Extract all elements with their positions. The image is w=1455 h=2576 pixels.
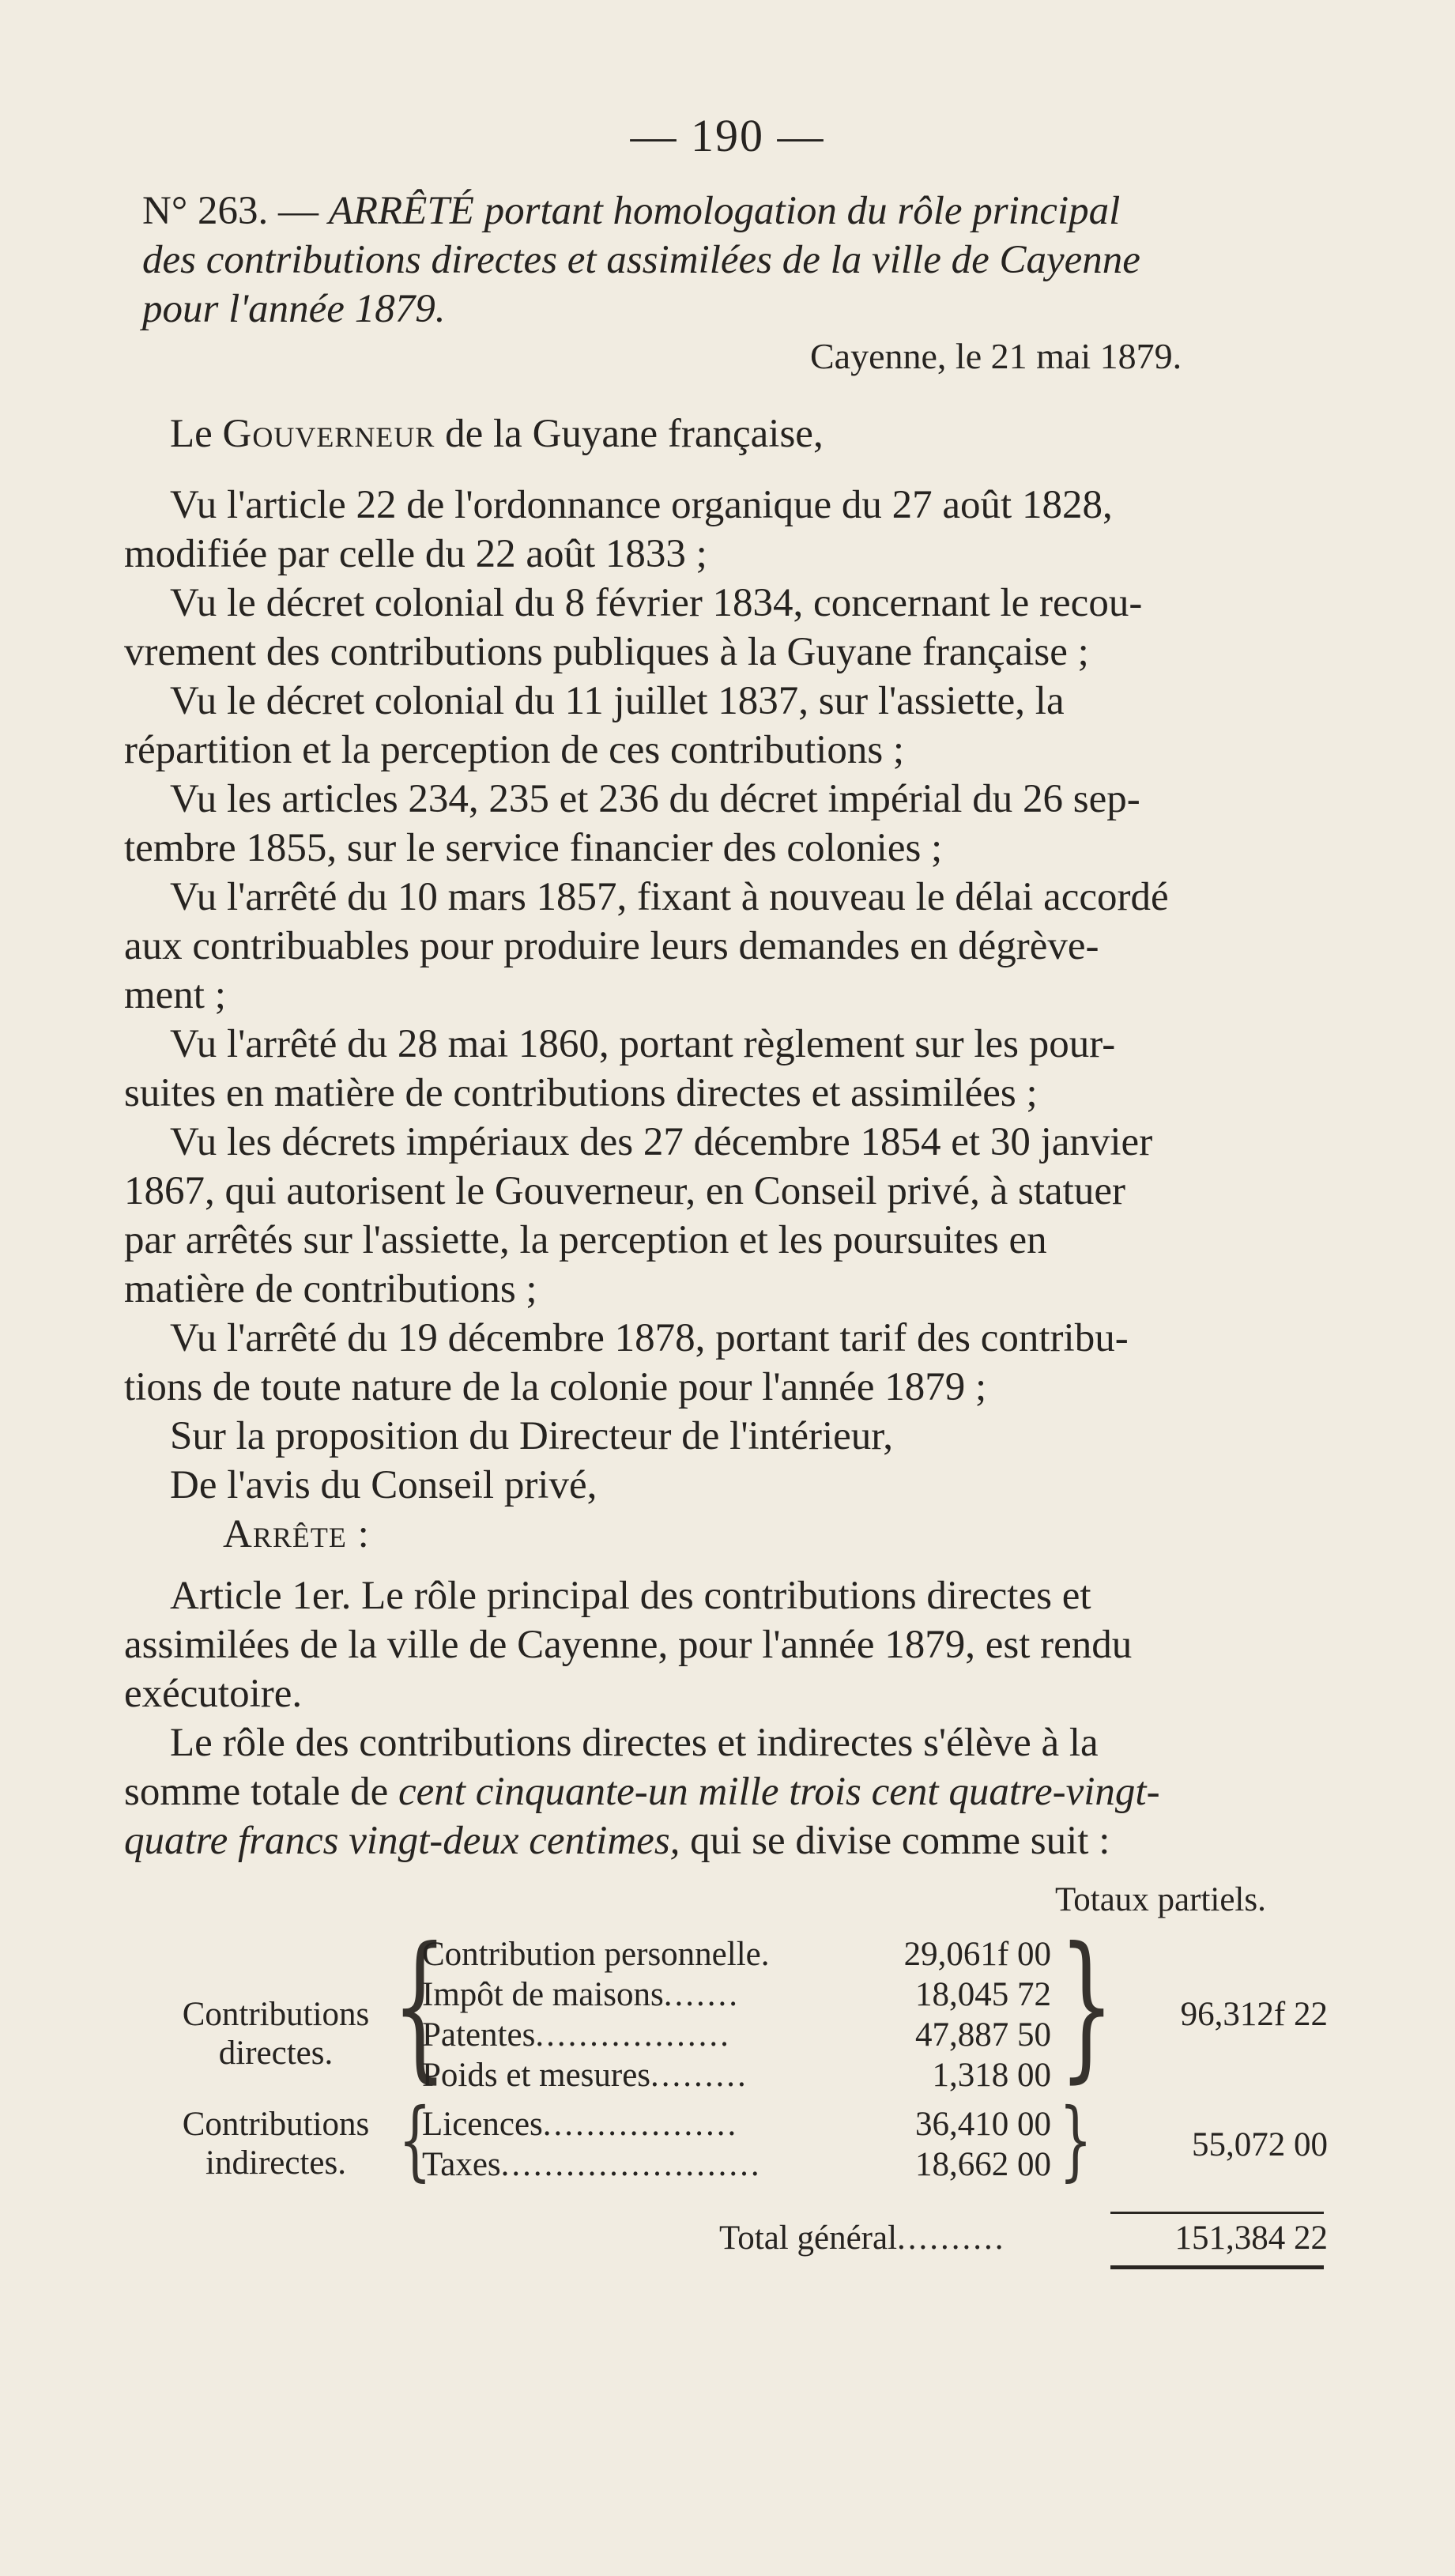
title-text: ARRÊTÉ portant homologation du rôle principal [328,189,1121,233]
table-row: Patentes.................. [422,2016,731,2054]
gouverneur-word: Gouverneur [222,412,435,456]
page-number: — 190 — [630,110,825,161]
body-line: Vu l'article 22 de l'ordonnance organique du 27 août 1828, [170,483,1113,527]
table-amount: 47,887 50 [915,2016,1051,2054]
body-line: Vu le décret colonial du 11 juillet 1837, sur l'assiette, la [170,679,1065,723]
body-line: modifiée par celle du 22 août 1833 ; [124,532,707,576]
article-1-line-2: assimilées de la ville de Cayenne, pour l'année 1879, est rendu [124,1623,1133,1667]
group-label-directes: Contributions directes. [182,1996,370,2072]
body-line: matière de contributions ; [124,1267,537,1311]
table-row: Poids et mesures......... [422,2057,748,2094]
table-amount: 18,662 00 [915,2146,1051,2183]
decree-title-line-1 [142,188,1120,234]
article-1-line-3: exécutoire. [124,1672,303,1716]
total-rule [1110,2212,1324,2214]
table-amount: 1,318 00 [932,2057,1051,2094]
decree-title-line-3: pour l'année 1879. [142,287,446,331]
body-line: aux contribuables pour produire leurs demandes en dégrève- [124,924,1099,968]
body-line: De l'avis du Conseil privé, [170,1463,597,1507]
intro-line: Le Gouverneur de la Guyane française, [170,412,824,456]
body-line: Vu le décret colonial du 8 février 1834, concernant le recou- [170,581,1143,625]
title-dash: — [277,189,319,233]
subtotal-indirectes: 55,072 00 [1192,2126,1328,2163]
place-date: Cayenne, le 21 mai 1879. [810,336,1182,376]
table-amount: 29,061f 00 [903,1936,1051,1973]
total-amount: 151,384 22 [1174,2220,1328,2257]
body-line: Vu l'arrêté du 28 mai 1860, portant règlement sur les pour- [170,1022,1116,1066]
paragraph-2-line-2: somme totale de cent cinquante-un mille trois cent quatre-vingt- [124,1770,1160,1814]
paragraph-2-line-1: Le rôle des contributions directes et indirectes s'élève à la [170,1721,1099,1765]
right-brace-icon: } [1059,1914,1114,2098]
body-line: Vu les articles 234, 235 et 236 du décret impérial du 26 sep- [170,777,1140,821]
left-brace-icon: { [392,1914,447,2098]
body-line: suites en matière de contributions directes et assimilées ; [124,1071,1038,1115]
totaux-header: Totaux partiels. [1055,1881,1266,1918]
body-line: 1867, qui autorisent le Gouverneur, en Conseil privé, à statuer [124,1169,1125,1213]
table-row: Impôt de maisons....... [422,1976,740,2013]
table-amount: 18,045 72 [915,1976,1051,2013]
article-label: Article 1er. [170,1574,352,1618]
decree-number: N° 263. [142,189,269,233]
body-line: tembre 1855, sur le service financier des colonies ; [124,826,943,870]
body-line: tions de toute nature de la colonie pour l'année 1879 ; [124,1365,987,1409]
subtotal-directes: 96,312f 22 [1180,1996,1328,2033]
total-label-row: Total général.......... [719,2220,1006,2257]
left-brace-icon: { [398,2089,432,2190]
body-line: Sur la proposition du Directeur de l'intérieur, [170,1414,893,1458]
table-amount: 36,410 00 [915,2106,1051,2143]
body-line: Vu les décrets impériaux des 27 décembre 1854 et 30 janvier [170,1120,1153,1164]
body-line: Vu l'arrêté du 19 décembre 1878, portant tarif des contribu- [170,1316,1129,1360]
body-line: Vu l'arrêté du 10 mars 1857, fixant à nouveau le délai accordé [170,875,1169,919]
table-row: Licences.................. [422,2106,739,2143]
body-line: par arrêtés sur l'assiette, la perception et les poursuites en [124,1218,1047,1262]
paragraph-2-line-3: quatre francs vingt-deux centimes, qui se divise comme suit : [124,1819,1110,1863]
table-row: Taxes........................ [422,2146,762,2183]
arrete-label: Arrête : [223,1512,370,1556]
body-line: vrement des contributions publiques à la Guyane française ; [124,630,1089,674]
table-row: Contribution personnelle. [422,1936,770,1973]
group-label-indirectes: Contributions indirectes. [182,2106,370,2182]
total-double-rule [1110,2265,1324,2269]
right-brace-icon: } [1059,2089,1092,2190]
article-1-line-1: Article 1er. Le rôle principal des contributions directes et [170,1574,1091,1618]
body-line: répartition et la perception de ces contributions ; [124,728,905,772]
body-line: ment ; [124,973,226,1017]
decree-title-line-2: des contributions directes et assimilées de la ville de Cayenne [142,238,1140,282]
